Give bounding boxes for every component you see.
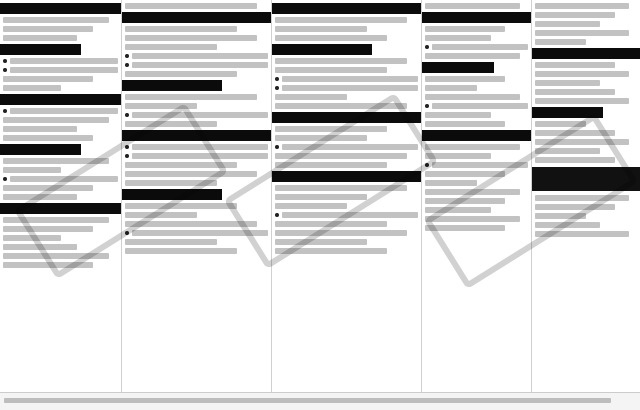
text-line xyxy=(3,262,93,268)
text-line xyxy=(535,204,615,210)
panel-header xyxy=(0,94,121,105)
list-item[interactable] xyxy=(3,58,118,64)
text-line xyxy=(275,239,367,245)
text-line xyxy=(535,39,586,45)
text-line xyxy=(535,80,600,86)
text-line xyxy=(125,71,237,77)
text-line xyxy=(275,126,387,132)
text-line xyxy=(3,253,109,259)
bullet-icon xyxy=(425,45,429,49)
text-line xyxy=(275,153,407,159)
panel-column-1 xyxy=(0,0,122,392)
list-item[interactable] xyxy=(275,76,418,82)
text-line xyxy=(132,112,268,118)
list-item[interactable] xyxy=(275,85,418,91)
list-item[interactable] xyxy=(275,212,418,218)
text-line xyxy=(535,222,600,228)
bullet-icon xyxy=(275,77,279,81)
text-line xyxy=(535,62,615,68)
panel-header xyxy=(422,130,531,141)
bullet-icon xyxy=(125,154,129,158)
text-line xyxy=(10,58,118,64)
text-line xyxy=(282,85,418,91)
bullet-icon xyxy=(125,113,129,117)
text-line xyxy=(425,180,477,186)
panel-header xyxy=(0,144,81,155)
panel-header xyxy=(532,107,603,118)
text-line xyxy=(275,230,407,236)
text-line xyxy=(125,162,237,168)
panel-header xyxy=(272,44,372,55)
panel-header xyxy=(0,3,121,14)
text-line xyxy=(425,3,520,9)
text-line xyxy=(275,194,367,200)
bullet-icon xyxy=(275,213,279,217)
text-line xyxy=(535,30,629,36)
text-line xyxy=(425,85,477,91)
panel-column-3 xyxy=(272,0,422,392)
text-line xyxy=(282,212,418,218)
list-item[interactable] xyxy=(275,144,418,150)
list-item[interactable] xyxy=(3,108,118,114)
panel-column-2 xyxy=(122,0,272,392)
bullet-icon xyxy=(275,86,279,90)
bullet-icon xyxy=(3,68,7,72)
bullet-icon xyxy=(125,145,129,149)
text-line xyxy=(535,3,629,9)
text-line xyxy=(535,89,615,95)
text-line xyxy=(425,225,505,231)
text-line xyxy=(275,203,347,209)
text-line xyxy=(125,35,257,41)
panel-header xyxy=(272,171,421,182)
text-line xyxy=(125,248,237,254)
text-line xyxy=(125,103,197,109)
text-line xyxy=(535,231,629,237)
panel-column-4 xyxy=(422,0,532,392)
text-line xyxy=(275,185,407,191)
text-line xyxy=(125,221,257,227)
text-line xyxy=(3,244,77,250)
text-line xyxy=(275,221,387,227)
text-line xyxy=(275,94,347,100)
text-line xyxy=(132,62,268,68)
panel-header xyxy=(122,80,222,91)
text-line xyxy=(3,167,61,173)
text-line xyxy=(425,207,491,213)
text-line xyxy=(275,103,407,109)
text-line xyxy=(425,216,520,222)
text-line xyxy=(425,198,505,204)
text-line xyxy=(3,126,77,132)
text-line xyxy=(3,35,77,41)
text-line xyxy=(3,117,109,123)
list-item[interactable] xyxy=(425,44,528,50)
text-line xyxy=(125,44,217,50)
list-item[interactable] xyxy=(125,153,268,159)
panel-header xyxy=(0,44,81,55)
text-line xyxy=(535,213,586,219)
panel-header xyxy=(422,62,494,73)
list-item[interactable] xyxy=(125,230,268,236)
bullet-icon xyxy=(125,231,129,235)
text-line xyxy=(432,103,528,109)
panel-header xyxy=(122,130,271,141)
text-line xyxy=(125,180,217,186)
text-line xyxy=(125,171,257,177)
text-line xyxy=(275,26,367,32)
text-line xyxy=(275,67,387,73)
text-line xyxy=(432,44,528,50)
list-item[interactable] xyxy=(3,176,118,182)
panel-header xyxy=(422,12,531,23)
text-line xyxy=(425,53,520,59)
list-item[interactable] xyxy=(125,112,268,118)
panel-header xyxy=(122,12,271,23)
text-line xyxy=(535,121,586,127)
bullet-icon xyxy=(125,54,129,58)
text-line xyxy=(3,194,77,200)
bullet-icon xyxy=(425,104,429,108)
text-line xyxy=(3,158,109,164)
text-line xyxy=(3,217,109,223)
dark-block xyxy=(532,167,640,191)
text-line xyxy=(282,76,418,82)
text-line xyxy=(282,144,418,150)
text-line xyxy=(425,153,491,159)
text-line xyxy=(425,112,491,118)
list-item[interactable] xyxy=(125,62,268,68)
text-line xyxy=(3,185,93,191)
text-line xyxy=(535,148,600,154)
panel-header xyxy=(272,3,421,14)
text-line xyxy=(535,130,615,136)
panel-header xyxy=(122,189,222,200)
text-line xyxy=(275,35,387,41)
text-line xyxy=(425,76,505,82)
list-item[interactable] xyxy=(425,162,528,168)
text-line xyxy=(132,230,268,236)
text-line xyxy=(425,35,491,41)
text-line xyxy=(275,248,387,254)
text-line xyxy=(535,98,629,104)
footer-disclaimer xyxy=(0,392,640,410)
text-line xyxy=(125,212,197,218)
bullet-icon xyxy=(3,177,7,181)
text-line xyxy=(425,189,520,195)
text-line xyxy=(535,71,629,77)
text-line xyxy=(132,153,268,159)
bullet-icon xyxy=(425,163,429,167)
text-line xyxy=(425,144,520,150)
bullet-icon xyxy=(3,59,7,63)
text-line xyxy=(275,17,407,23)
text-line xyxy=(125,203,237,209)
text-line xyxy=(125,239,217,245)
text-line xyxy=(132,144,268,150)
text-line xyxy=(132,53,268,59)
bullet-icon xyxy=(275,145,279,149)
text-line xyxy=(3,85,61,91)
text-line xyxy=(535,195,629,201)
text-line xyxy=(425,121,505,127)
text-line xyxy=(10,176,118,182)
panel-column-5 xyxy=(532,0,640,392)
text-line xyxy=(275,135,367,141)
text-line xyxy=(535,139,629,145)
text-line xyxy=(10,108,118,114)
text-line xyxy=(425,94,520,100)
list-item[interactable] xyxy=(125,144,268,150)
text-line xyxy=(3,17,109,23)
text-line xyxy=(432,162,528,168)
list-item[interactable] xyxy=(125,53,268,59)
panel-header xyxy=(0,203,121,214)
text-line xyxy=(425,26,505,32)
list-item[interactable] xyxy=(425,103,528,109)
text-line xyxy=(535,157,615,163)
bullet-icon xyxy=(3,109,7,113)
text-line xyxy=(4,398,611,403)
panel-header xyxy=(272,112,421,123)
bullet-icon xyxy=(125,63,129,67)
text-line xyxy=(3,135,93,141)
text-line xyxy=(125,121,217,127)
text-line xyxy=(125,3,257,9)
text-line xyxy=(125,94,257,100)
text-line xyxy=(125,26,237,32)
text-line xyxy=(275,162,387,168)
text-line xyxy=(535,21,600,27)
text-line xyxy=(425,171,505,177)
text-line xyxy=(275,58,407,64)
text-line xyxy=(535,12,615,18)
text-line xyxy=(10,67,118,73)
text-line xyxy=(3,235,61,241)
panel-header xyxy=(532,48,640,59)
text-line xyxy=(3,76,93,82)
list-item[interactable] xyxy=(3,67,118,73)
text-line xyxy=(3,26,93,32)
text-line xyxy=(3,226,93,232)
